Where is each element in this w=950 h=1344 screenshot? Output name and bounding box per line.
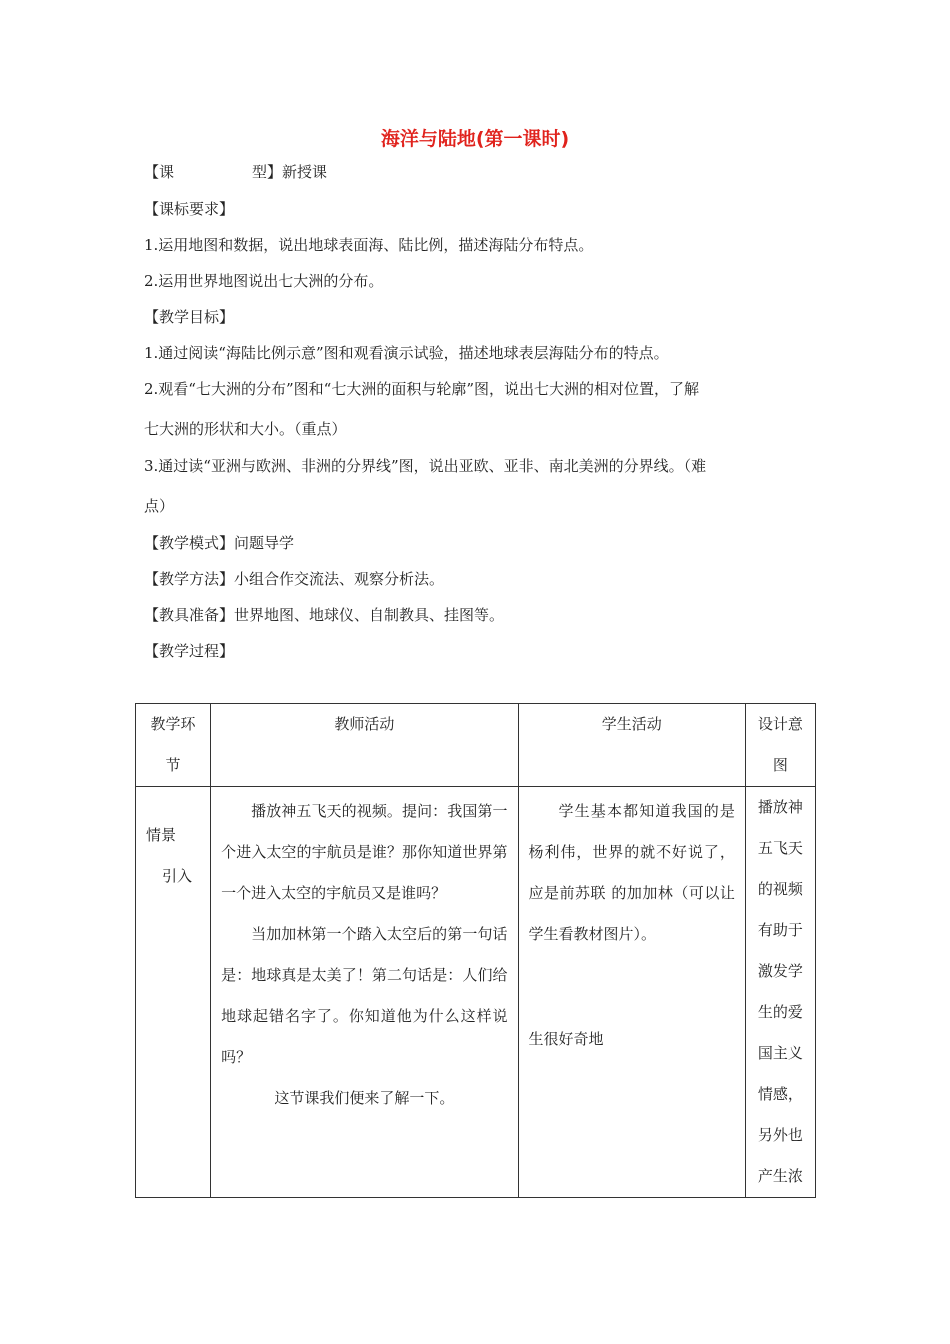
design-line: 生的爱: [757, 1003, 803, 1021]
header-design-line: 设计意: [757, 715, 803, 733]
lesson-type-value: 新授课: [282, 163, 328, 181]
stage-cell: [136, 787, 211, 1198]
tools-line: [144, 605, 504, 625]
header-student: 学生活动: [518, 704, 745, 787]
standard-item: 2.运用世界地图说出七大洲的分布。: [144, 272, 384, 290]
design-line: 国主义: [757, 1044, 803, 1062]
tools-value: 世界地图、地球仪、自制教具、挂图等。: [234, 606, 505, 624]
design-line: 有助于: [757, 921, 803, 939]
lesson-type-label-a: 【课: [144, 163, 175, 181]
design-intent-cell: [745, 787, 815, 1198]
stage-line: 情景: [146, 826, 177, 844]
process-heading: 【教学过程】: [144, 642, 235, 660]
goal-item: 点）: [144, 497, 175, 515]
header-design: [745, 704, 815, 787]
standards-heading: 【课标要求】: [144, 200, 235, 218]
header-stage-line: 教学环: [150, 715, 196, 733]
mode-heading: 【教学模式】: [144, 534, 235, 552]
teacher-paragraph: 这节课我们便来了解一下。: [274, 1089, 455, 1107]
method-value: 小组合作交流法、观察分析法。: [234, 570, 445, 588]
teacher-paragraph: 播放神五飞天的视频。提问：我国第一个进入太空的宇航员是谁？那你知道世界第一个进入太空的宇航员又是谁吗？: [221, 802, 508, 902]
design-line: 的视频: [757, 880, 803, 898]
standard-item: 1.运用地图和数据，说出地球表面海、陆比例，描述海陆分布特点。: [144, 236, 594, 254]
design-line: 另外也: [757, 1126, 803, 1144]
goal-item: 1.通过阅读“海陆比例示意”图和观看演示试验，描述地球表层海陆分布的特点。: [144, 344, 669, 362]
mode-value: 问题导学: [234, 534, 295, 552]
design-line: 五飞天: [757, 839, 803, 857]
header-stage: [136, 704, 211, 787]
method-line: [144, 569, 444, 589]
design-line: 产生浓: [757, 1167, 803, 1185]
teacher-activity-cell: [211, 787, 518, 1198]
header-teacher: 教师活动: [211, 704, 518, 787]
table-row: [136, 787, 816, 1198]
goals-heading: 【教学目标】: [144, 308, 235, 326]
teacher-paragraph: 当加加林第一个踏入太空后的第一句话是：地球真是太美了！第二句话是：人们给地球起错名字了。你知道他为什么这样说吗？: [221, 925, 508, 1066]
lesson-type-label-b: 型】: [252, 163, 283, 181]
student-activity-cell: [518, 787, 745, 1198]
goal-item: 3.通过读“亚洲与欧洲、非洲的分界线”图，说出亚欧、亚非、南北美洲的分界线。（难: [144, 457, 707, 475]
table-header-row: [136, 704, 816, 787]
lesson-type-line: [144, 162, 327, 182]
design-line: 激发学: [757, 962, 803, 980]
stage-line: 引入: [162, 867, 193, 885]
design-line: 情感，: [757, 1085, 803, 1103]
design-line: 播放神: [757, 798, 803, 816]
mode-line: [144, 533, 294, 553]
goal-item: 七大洲的形状和大小。（重点）: [144, 420, 347, 438]
header-stage-line: 节: [165, 756, 181, 774]
student-paragraph: 学生基本都知道我国的是杨利伟，世界的就不好说了，应是前苏联 的加加林（可以让学生看教材图片）。: [528, 802, 735, 943]
method-heading: 【教学方法】: [144, 570, 235, 588]
header-design-line: 图: [772, 756, 788, 774]
goal-item: 2.观看“七大洲的分布”图和“七大洲的面积与轮廓”图，说出七大洲的相对位置，了解: [144, 380, 699, 398]
tools-heading: 【教具准备】: [144, 606, 235, 624]
document-title: 海洋与陆地(第一课时): [380, 128, 570, 150]
teaching-process-table: [135, 703, 816, 1198]
student-paragraph: 生很好奇地: [528, 1030, 604, 1048]
